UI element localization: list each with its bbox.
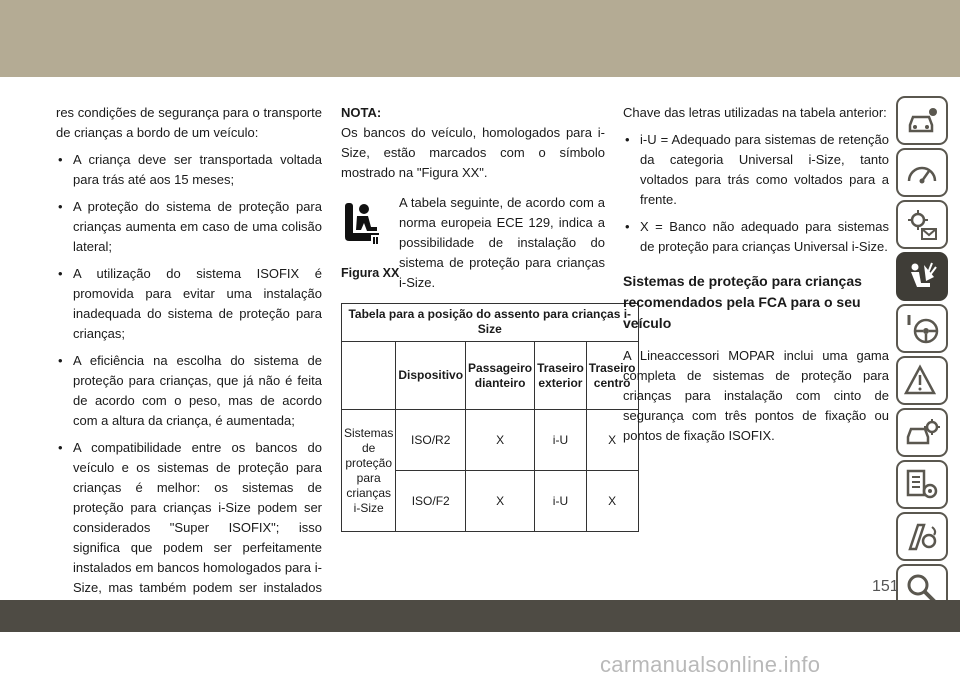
column-2 [341, 103, 636, 532]
table-cell: ISO/R2 [396, 410, 466, 471]
table-cell: X [466, 471, 535, 532]
section-title: Sistemas de proteção para crianças recomendados pela FCA para o seu veículo [623, 273, 862, 331]
table-cell: i-U [535, 471, 587, 532]
roadside-emergency-icon [904, 363, 940, 399]
figure-caption: Figura XX [341, 266, 400, 280]
table-header-rear-center: Traseiro centro [586, 342, 638, 410]
sidebar-item-multimedia[interactable] [896, 512, 948, 561]
column-1 [56, 103, 322, 638]
sidebar-item-servicing[interactable] [896, 408, 948, 457]
sidebar-item-dashboard[interactable] [896, 148, 948, 197]
table-cell: ISO/F2 [396, 471, 466, 532]
page-number: 151 [872, 578, 899, 595]
specifications-gear-icon [904, 467, 940, 503]
sidebar-item-emergency[interactable] [896, 356, 948, 405]
table-header-rear-outboard: Traseiro exterior [535, 342, 587, 410]
list-item: • A compatibilidade entre os bancos do veículo e os sistemas de proteção para crianças é melhor: os sistemas de proteção para crianças i-Size podem ser considerados "Super ISOFIX"; isso significa que podem ser perfeitamente instalados em bancos homologados para i-Size, mas também podem ser instalados [56, 438, 322, 638]
key-intro: Chave das letras utilizadas na tabela anterior: [623, 105, 887, 120]
isize-table [341, 303, 639, 532]
watermark: carmanualsonline.info [600, 652, 821, 677]
table-cell: X [586, 410, 638, 471]
dashboard-gauge-icon [904, 155, 940, 191]
sidebar-item-safety[interactable] [896, 252, 948, 301]
table-header-device: Dispositivo [396, 342, 466, 410]
footer-band [0, 600, 960, 632]
multimedia-radio-icon [904, 519, 940, 555]
table-caption: Tabela para a posição do assento para crianças i-Size [342, 304, 639, 342]
list-item: • A utilização do sistema ISOFIX é promovida para evitar uma instalação inadequada do sistema de proteção para crianças; [56, 264, 322, 344]
table-cell: i-U [535, 410, 587, 471]
list-item: • A eficiência na escolha do sistema de proteção para crianças, que já não é feita de acordo com o peso, mas de acordo com a altura da criança, é aumentada; [56, 351, 322, 431]
chapter-sidebar [896, 96, 948, 668]
list-item: • i-U = Adequado para sistemas de retenção da categoria Universal i-Size, tanto voltados para trás como voltados para a frente. [623, 130, 889, 210]
table-header-front-passenger: Passageiro dianteiro [466, 342, 535, 410]
table-cell: X [586, 471, 638, 532]
steering-wheel-start-icon [904, 311, 940, 347]
intro-paragraph: res condições de segurança para o transporte de crianças a bordo de um veículo: [56, 105, 322, 140]
sidebar-item-warning-lights[interactable] [896, 200, 948, 249]
note-heading: NOTA: [341, 105, 382, 120]
column-3 [623, 103, 889, 446]
car-info-icon [904, 103, 940, 139]
table-row-group-label: Sistemas de proteção para crianças i-Size [342, 410, 396, 532]
list-item: • A proteção do sistema de proteção para crianças aumenta em caso de uma colisão lateral; [56, 197, 322, 257]
sidebar-item-specifications[interactable] [896, 460, 948, 509]
isize-child-seat-icon [341, 199, 385, 247]
figure-row [341, 193, 605, 293]
section-text: A Lineaccessori MOPAR inclui uma gama completa de sistemas de proteção para crianças para instalação com cinto de segurança com três pontos de fixação ou pontos de fixação ISOFIX. [623, 348, 889, 443]
sidebar-item-car-info[interactable] [896, 96, 948, 145]
header-band [0, 0, 960, 77]
note-text: Os bancos do veículo, homologados para i-Size, estão marcados com o símbolo mostrado na "Figura XX". [341, 125, 605, 180]
list-item: • A criança deve ser transportada voltada para trás até aos 15 meses; [56, 150, 322, 190]
warning-lights-icon [904, 207, 940, 243]
table-header-blank [342, 342, 396, 410]
table-row [342, 410, 639, 471]
safety-airbag-icon [904, 259, 940, 295]
figure [341, 193, 399, 293]
table-cell: X [466, 410, 535, 471]
sidebar-item-starting-driving[interactable] [896, 304, 948, 353]
car-service-icon [904, 415, 940, 451]
figure-description: A tabela seguinte, de acordo com a norma europeia ECE 129, indica a possibilidade de instalação do sistema de proteção para crianças i-Size. [399, 195, 605, 290]
list-item: • X = Banco não adequado para sistemas de proteção para crianças Universal i-Size. [623, 217, 889, 257]
